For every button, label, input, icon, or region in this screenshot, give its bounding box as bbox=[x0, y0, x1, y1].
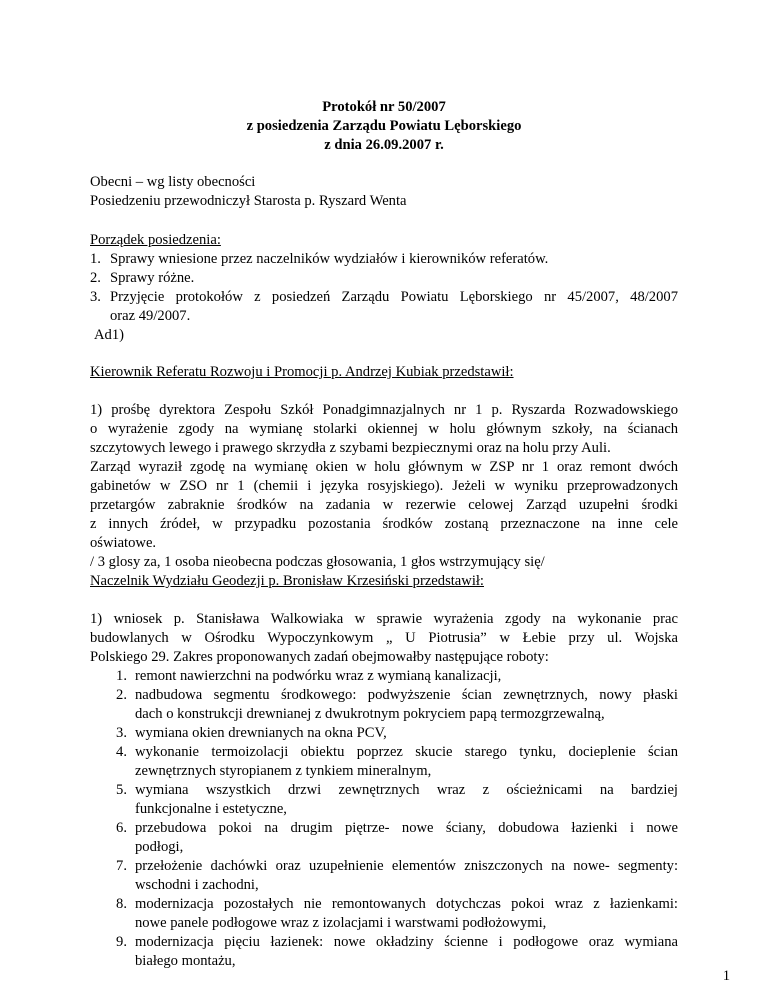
attendance-block bbox=[90, 173, 678, 211]
works-item-line: podłogi, bbox=[135, 839, 184, 855]
section1-heading: Kierownik Referatu Rozwoju i Promocji p. Andrzej Kubiak przedstawił: bbox=[90, 364, 514, 380]
section1-line: z innych źródeł, w przypadku pozostania środków zostaną przeznaczone na inne cele bbox=[90, 516, 678, 532]
works-item bbox=[90, 933, 678, 971]
vote-result: / 3 glosy za, 1 osoba nieobecna podczas głosowania, 1 głos wstrzymujący się/ bbox=[90, 554, 545, 570]
works-item-line: przebudowa pokoi na drugim piętrze- nowe ściany, dobudowa łazienki i nowe bbox=[135, 820, 678, 836]
works-item-number: 4. bbox=[116, 744, 127, 760]
works-item-number: 7. bbox=[116, 858, 127, 874]
title-line-3: z dnia 26.09.2007 r. bbox=[324, 137, 444, 153]
works-item-line: białego montażu, bbox=[135, 953, 236, 969]
agenda-item-number: 3. bbox=[90, 289, 101, 305]
works-item bbox=[90, 686, 678, 724]
section1-line: szczytowych lewego i prawego skrzydła z szybami bezpiecznymi oraz na holu przy Auli. bbox=[90, 440, 611, 456]
works-item-line: wschodni i zachodni, bbox=[135, 877, 259, 893]
works-item-number: 9. bbox=[116, 934, 127, 950]
works-item-line: modernizacja pozostałych nie remontowanych dotychczas pokoi wraz z łazienkami: bbox=[135, 896, 678, 912]
agenda-item bbox=[90, 250, 678, 269]
agenda-item-text: Sprawy wniesione przez naczelników wydziałów i kierowników referatów. bbox=[110, 251, 549, 267]
title-line-2: z posiedzenia Zarządu Powiatu Lęborskiego bbox=[246, 118, 522, 134]
agenda-item-number: 2. bbox=[90, 270, 101, 286]
works-item-line: przełożenie dachówki oraz uzupełnienie elementów zniszczonych na nowe- segmenty: bbox=[135, 858, 678, 874]
section1-line: Zarząd wyraził zgodę na wymianę okien w holu głównym w ZSP nr 1 oraz remont dwóch bbox=[90, 459, 678, 475]
agenda-item-number: 1. bbox=[90, 251, 101, 267]
agenda-item bbox=[90, 269, 678, 288]
works-item bbox=[90, 724, 678, 743]
works-item-line: dach o konstrukcji drewnianej z dwukrotnym pokryciem papą termozgrzewalną, bbox=[135, 706, 605, 722]
works-item-line: funkcjonalne i estetyczne, bbox=[135, 801, 287, 817]
section1-line: 1) prośbę dyrektora Zespołu Szkół Ponadgimnazjalnych nr 1 p. Ryszarda Rozwadowskiego bbox=[90, 402, 678, 418]
works-item bbox=[90, 819, 678, 857]
ad1-marker: Ad1) bbox=[94, 327, 124, 343]
page-number: 1 bbox=[722, 968, 730, 984]
title-line-1: Protokół nr 50/2007 bbox=[322, 99, 446, 115]
works-list bbox=[90, 667, 678, 971]
works-item-line: modernizacja pięciu łazienek: nowe okładziny ścienne i podłogowe oraz wymiana bbox=[135, 934, 678, 950]
attendance-line: Obecni – wg listy obecności bbox=[90, 174, 256, 190]
works-item-line: nowe panele podłogowe wraz z izolacjami i warstwami podłożowymi, bbox=[135, 915, 547, 931]
agenda-item-text: Sprawy różne. bbox=[110, 270, 195, 286]
works-item bbox=[90, 895, 678, 933]
works-item bbox=[90, 857, 678, 895]
works-item-line: nadbudowa segmentu środkowego: podwyższenie ścian zewnętrznych, nowy płaski bbox=[135, 687, 678, 703]
works-item bbox=[90, 781, 678, 819]
section2-heading: Naczelnik Wydziału Geodezji p. Bronisław Krzesiński przedstawił: bbox=[90, 573, 484, 589]
works-item-number: 5. bbox=[116, 782, 127, 798]
agenda-item bbox=[90, 288, 678, 307]
works-item-number: 1. bbox=[116, 668, 127, 684]
agenda-item-text: oraz 49/2007. bbox=[110, 308, 191, 324]
agenda-list bbox=[90, 250, 678, 326]
works-item-line: wykonanie termoizolacji obiektu poprzez skucie starego tynku, docieplenie ścian bbox=[135, 744, 678, 760]
section2-intro-line: 1) wniosek p. Stanisława Walkowiaka w sprawie wyrażenia zgody na wykonanie prac bbox=[90, 611, 678, 627]
section2-body bbox=[90, 610, 678, 971]
works-item-line: wymiana wszystkich drzwi zewnętrznych wraz z ościeżnicami na bardziej bbox=[135, 782, 678, 798]
section2-intro-line: Polskiego 29. Zakres proponowanych zadań obejmowałby następujące roboty: bbox=[90, 649, 549, 665]
works-item-number: 6. bbox=[116, 820, 127, 836]
section1-line: przetargów zabraknie środków na zadania w rezerwie celowej Zarząd uzupełni środki bbox=[90, 497, 678, 513]
section2-intro-line: budowlanych w Ośrodku Wypoczynkowym „ U Piotrusia” w Łebie przy ul. Wojska bbox=[90, 630, 678, 646]
works-item-line: remont nawierzchni na podwórku wraz z wymianą kanalizacji, bbox=[135, 668, 502, 684]
agenda-item-text: Przyjęcie protokołów z posiedzeń Zarządu Powiatu Lęborskiego nr 45/2007, 48/2007 bbox=[110, 289, 678, 305]
document-title bbox=[90, 98, 678, 155]
works-item-line: wymiana okien drewnianych na okna PCV, bbox=[135, 725, 387, 741]
section1-line: o wyrażenie zgody na wymianę stolarki okiennej w holu głównym szkoły, na ścianach bbox=[90, 421, 678, 437]
section1-body bbox=[90, 401, 678, 572]
works-item-number: 2. bbox=[116, 687, 127, 703]
section1-line: gabinetów w ZSO nr 1 (chemii i języka rosyjskiego). Jeżeli w wyniku przeprowadzonych bbox=[90, 478, 678, 494]
works-item bbox=[90, 743, 678, 781]
works-item-number: 3. bbox=[116, 725, 127, 741]
works-item-number: 8. bbox=[116, 896, 127, 912]
chair-line: Posiedzeniu przewodniczył Starosta p. Ryszard Wenta bbox=[90, 193, 407, 209]
agenda-item-number bbox=[90, 307, 110, 326]
works-item-line: zewnętrznych styropianem z tynkiem mineralnym, bbox=[135, 763, 432, 779]
section1-line: oświatowe. bbox=[90, 535, 157, 551]
agenda-block bbox=[90, 231, 678, 326]
agenda-item bbox=[90, 307, 678, 326]
agenda-heading: Porządek posiedzenia: bbox=[90, 232, 221, 248]
works-item bbox=[90, 667, 678, 686]
